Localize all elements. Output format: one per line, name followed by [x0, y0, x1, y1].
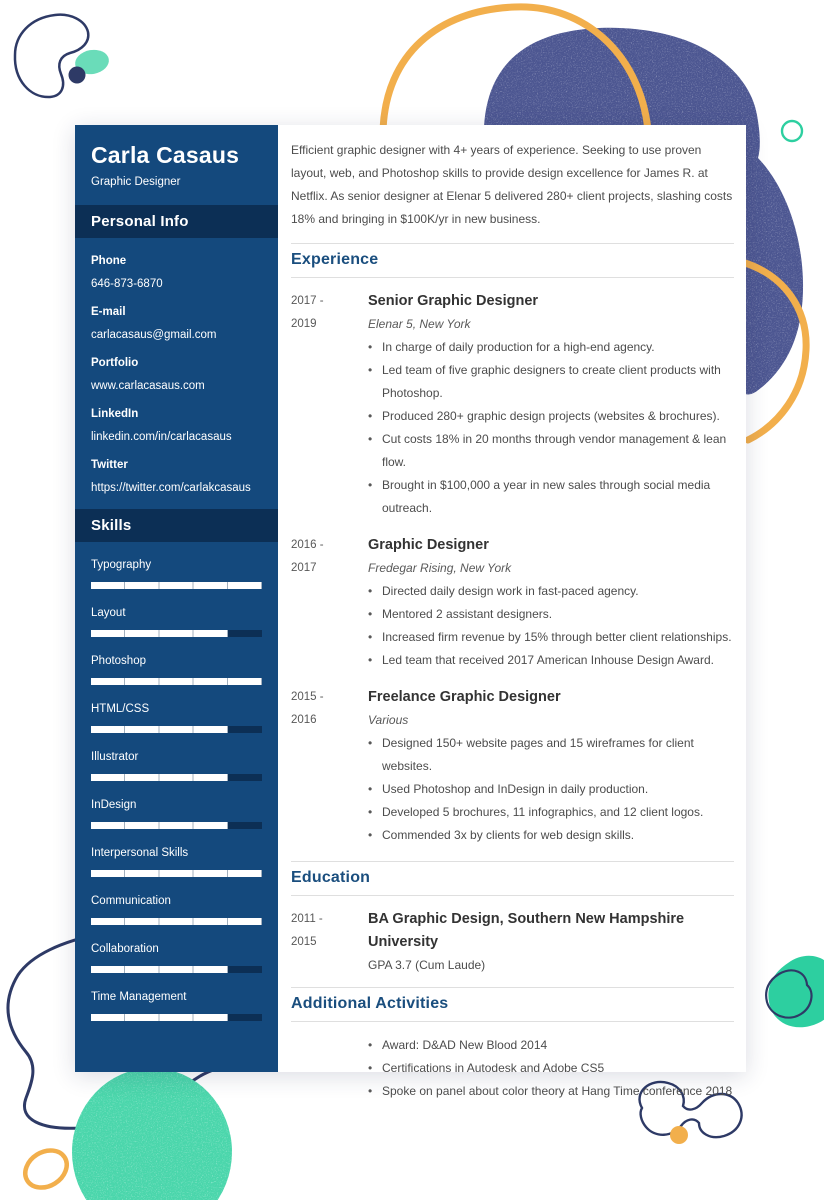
skill-bar-fill: [91, 918, 262, 925]
skill-label: Photoshop: [91, 655, 146, 667]
skill-bar: [91, 870, 262, 877]
bullet-line: [368, 336, 734, 359]
bullet-line: [368, 603, 734, 626]
bullet-icon: •: [368, 1038, 373, 1052]
skill-bar-fill: [91, 678, 262, 685]
skill-bar: [91, 726, 262, 733]
experience-entry: [291, 290, 734, 520]
entry-body: [368, 290, 734, 520]
bullet-line: [368, 428, 734, 474]
bullet-text: Used Photoshop and InDesign in daily production.: [382, 782, 649, 796]
teal-speckled-circle: [72, 1068, 232, 1200]
bullet-text: Mentored 2 assistant designers.: [382, 607, 553, 621]
job-company: Elenar 5, New York: [368, 317, 471, 331]
contact-item: [91, 403, 262, 449]
degree-title: BA Graphic Design, Southern New Hampshire University: [368, 911, 685, 950]
skill-bar-fill: [91, 630, 228, 637]
bullet-icon: •: [368, 782, 373, 796]
contact-item: [91, 454, 262, 500]
sidebar: [75, 125, 278, 1072]
skill-label: Time Management: [91, 991, 187, 1003]
skill-item: [91, 603, 262, 637]
skill-item: [91, 747, 262, 781]
person-job-title: Graphic Designer: [91, 176, 181, 188]
bullet-text: In charge of daily production for a high-end agency.: [382, 340, 655, 354]
contact-label: Portfolio: [91, 357, 139, 369]
date-from: 2011 -: [291, 913, 323, 925]
bullet-icon: •: [368, 478, 373, 492]
skills-heading: Skills: [75, 509, 278, 542]
contact-value[interactable]: www.carlacasaus.com: [91, 380, 205, 392]
skill-label: Typography: [91, 559, 152, 571]
main-column: [278, 125, 746, 1098]
bullet-text: Produced 280+ graphic design projects (websites & brochures).: [382, 409, 720, 423]
skill-label: Interpersonal Skills: [91, 847, 189, 859]
skill-bar-fill: [91, 582, 262, 589]
bullet-line: [368, 1057, 734, 1080]
date-to: 2015: [291, 936, 317, 948]
job-company: Various: [368, 713, 409, 727]
bullet-icon: •: [368, 607, 373, 621]
contact-item: [91, 352, 262, 398]
date-to: 2016: [291, 714, 317, 726]
bullet-text: Directed daily design work in fast-paced agency.: [382, 584, 639, 598]
degree-detail: GPA 3.7 (Cum Laude): [368, 958, 486, 972]
skill-item: [91, 651, 262, 685]
bullet-line: [368, 474, 734, 520]
bullet-icon: •: [368, 805, 373, 819]
bullet-text: Led team that received 2017 American Inhouse Design Award.: [382, 653, 714, 667]
contact-value[interactable]: linkedin.com/in/carlacasaus: [91, 431, 232, 443]
skill-bar-fill: [91, 870, 262, 877]
skill-bar: [91, 918, 262, 925]
bullet-list: [368, 732, 734, 847]
skill-label: InDesign: [91, 799, 137, 811]
job-title: Freelance Graphic Designer: [368, 689, 561, 705]
skill-item: [91, 555, 262, 589]
bullet-text: Led team of five graphic designers to create client products with Photoshop.: [382, 363, 721, 400]
bullet-icon: •: [368, 584, 373, 598]
job-company: Fredegar Rising, New York: [368, 561, 512, 575]
bullet-icon: •: [368, 630, 373, 644]
bullet-icon: •: [368, 1061, 373, 1075]
skill-label: HTML/CSS: [91, 703, 150, 715]
bullet-icon: •: [368, 409, 373, 423]
navy-dot-icon: [69, 67, 86, 84]
skill-bar: [91, 966, 262, 973]
skill-bar: [91, 630, 262, 637]
skill-label: Layout: [91, 607, 126, 619]
bullet-text: Cut costs 18% in 20 months through vendor management & lean flow.: [382, 432, 727, 469]
experience-entry: [291, 534, 734, 672]
entry-dates: [291, 686, 368, 847]
experience-entries: [291, 290, 734, 847]
date-from: 2016 -: [291, 539, 324, 551]
additional-bullets: [368, 1034, 734, 1103]
skill-bar-fill: [91, 774, 228, 781]
entry-dates: [291, 290, 368, 520]
bullet-line: [368, 626, 734, 649]
job-title: Senior Graphic Designer: [368, 293, 539, 309]
bullet-line: [368, 824, 734, 847]
resume-card: [75, 125, 746, 1098]
bullet-text: Certifications in Autodesk and Adobe CS5: [382, 1061, 605, 1075]
person-name: Carla Casaus: [91, 142, 240, 168]
skill-bar: [91, 822, 262, 829]
skill-bar-fill: [91, 1014, 228, 1021]
bullet-icon: •: [368, 363, 373, 377]
skill-bar: [91, 582, 262, 589]
skill-label: Illustrator: [91, 751, 139, 763]
contact-item: [91, 301, 262, 347]
bullet-text: Developed 5 brochures, 11 infographics, and 12 client logos.: [382, 805, 704, 819]
bullet-line: [368, 732, 734, 778]
bullet-line: [368, 649, 734, 672]
summary-paragraph: Efficient graphic designer with 4+ years of experience. Seeking to use proven layout, web, and Photoshop skills to provide design excellence for James R. at Netflix. As senior designer at Elenar 5 delivered 280+ client projects, slashing costs 18% and bringing in $100K/yr in new business.: [291, 143, 733, 226]
skill-label: Collaboration: [91, 943, 159, 955]
green-circle-outline-icon: [782, 121, 802, 141]
skill-bar: [91, 678, 262, 685]
education-entries: [291, 908, 734, 977]
bullet-text: Commended 3x by clients for web design skills.: [382, 828, 635, 842]
bullet-line: [368, 1080, 734, 1103]
bullet-line: [368, 1034, 734, 1057]
date-to: 2019: [291, 318, 317, 330]
bullet-line: [368, 580, 734, 603]
bullet-list: [368, 336, 734, 520]
bullet-icon: •: [368, 1084, 373, 1098]
kidney-outline-icon: [15, 15, 88, 97]
contact-value[interactable]: 646-873-6870: [91, 278, 163, 290]
bullet-icon: •: [368, 432, 373, 446]
skill-bar-fill: [91, 822, 228, 829]
bullet-text: Brought in $100,000 a year in new sales through social media outreach.: [382, 478, 711, 515]
yellow-oval-outline-icon: [18, 1143, 73, 1195]
bullet-line: [368, 359, 734, 405]
entry-body: [368, 908, 734, 977]
contact-label: E-mail: [91, 306, 126, 318]
skill-item: [91, 699, 262, 733]
bullet-line: [368, 801, 734, 824]
bullet-line: [368, 405, 734, 428]
skill-label: Communication: [91, 895, 171, 907]
skill-item: [91, 939, 262, 973]
education-entry: [291, 908, 734, 977]
bullet-icon: •: [368, 340, 373, 354]
contact-label: LinkedIn: [91, 408, 139, 420]
experience-entry: [291, 686, 734, 847]
yellow-dot-icon: [670, 1126, 688, 1144]
skill-item: [91, 987, 262, 1021]
personal-info-list: [75, 238, 278, 509]
bullet-text: Spoke on panel about color theory at Hang Time conference 2018: [382, 1084, 733, 1098]
skill-bar-fill: [91, 966, 228, 973]
skill-item: [91, 891, 262, 925]
experience-section-heading: Experience: [291, 243, 734, 278]
bullet-icon: •: [368, 828, 373, 842]
skill-item: [91, 843, 262, 877]
entry-body: [368, 686, 734, 847]
bullet-line: [368, 778, 734, 801]
skill-bar: [91, 1014, 262, 1021]
date-to: 2017: [291, 562, 317, 574]
bullet-icon: •: [368, 736, 373, 750]
skill-bar-fill: [91, 726, 228, 733]
contact-item: [91, 250, 262, 296]
contact-value[interactable]: https://twitter.com/carlakcasaus: [91, 482, 251, 494]
bullet-text: Increased firm revenue by 15% through better client relationships.: [382, 630, 732, 644]
entry-dates: [291, 534, 368, 672]
bullet-text: Award: D&AD New Blood 2014: [382, 1038, 548, 1052]
contact-value[interactable]: carlacasaus@gmail.com: [91, 329, 217, 341]
bullet-list: [368, 580, 734, 672]
skill-item: [91, 795, 262, 829]
entry-dates: [291, 908, 368, 977]
personal-info-heading: Personal Info: [75, 205, 278, 238]
entry-body: [368, 534, 734, 672]
bullet-icon: •: [368, 653, 373, 667]
date-from: 2017 -: [291, 295, 324, 307]
skill-bar: [91, 774, 262, 781]
additional-section-heading: Additional Activities: [291, 987, 734, 1022]
skills-list: [75, 542, 278, 1021]
date-from: 2015 -: [291, 691, 324, 703]
contact-label: Twitter: [91, 459, 128, 471]
education-section-heading: Education: [291, 861, 734, 896]
contact-label: Phone: [91, 255, 127, 267]
job-title: Graphic Designer: [368, 537, 489, 553]
bullet-text: Designed 150+ website pages and 15 wireframes for client websites.: [382, 736, 694, 773]
